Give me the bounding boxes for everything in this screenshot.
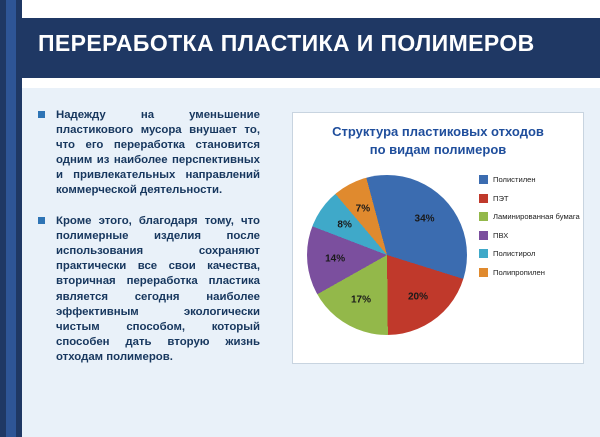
legend-label: Полистилен [493,175,536,184]
legend-item [479,194,579,203]
bullet-text: Надежду на уменьшение пластикового мусора внушает то, что его переработка становится одним из наиболее перспективных и привлекательных направлений коммерческой деятельности. [56,109,260,197]
list-item [38,214,260,364]
legend-item [479,268,579,277]
legend-label: Полистирол [493,249,536,258]
pie-area [307,175,475,343]
legend-label: Полипропилен [493,267,545,277]
list-item [38,108,260,198]
chart-title-line-2: по видам полимеров [369,141,507,157]
legend-swatch-icon [479,175,488,184]
legend-swatch-icon [479,212,488,221]
legend-swatch-icon [479,249,488,258]
legend-swatch-icon [479,268,488,277]
legend-item [479,175,579,184]
pie-slice-label: 17% [350,294,372,306]
legend-item [479,231,579,240]
pie-slice-label: 7% [355,203,371,215]
left-accent-bar-inner [6,0,16,437]
legend-swatch-icon [479,194,488,203]
pie-chart-card [292,112,584,364]
legend-item [479,249,579,258]
pie-slice-label: 14% [325,253,346,265]
bullet-marker-icon [38,111,45,118]
left-accent-bar [0,0,22,437]
bullet-list [38,108,260,381]
legend-item [479,212,579,221]
pie-slice-label: 34% [414,213,435,225]
pie-slice-label: 20% [407,291,429,303]
legend-swatch-icon [479,231,488,240]
chart-legend [479,175,579,286]
chart-title [293,123,583,158]
chart-title-line-1: Структура пластиковых отходов [332,124,544,139]
bullet-text: Кроме этого, благодаря тому, что полимерные изделия после использования сохраняют практически все свои качества, вторичная переработка пластика является сегодня наиболее эффективным экологически чистым способом, который способен дать вторую жизнь отходам полимеров. [56,215,260,363]
legend-label: Ламинированная бумага [493,212,580,221]
pie-slice-label: 8% [337,219,352,231]
legend-label: ПВХ [493,230,509,240]
bullet-marker-icon [38,217,45,224]
legend-label: ПЭТ [493,193,509,203]
page-title: ПЕРЕРАБОТКА ПЛАСТИКА И ПОЛИМЕРОВ [38,30,535,56]
